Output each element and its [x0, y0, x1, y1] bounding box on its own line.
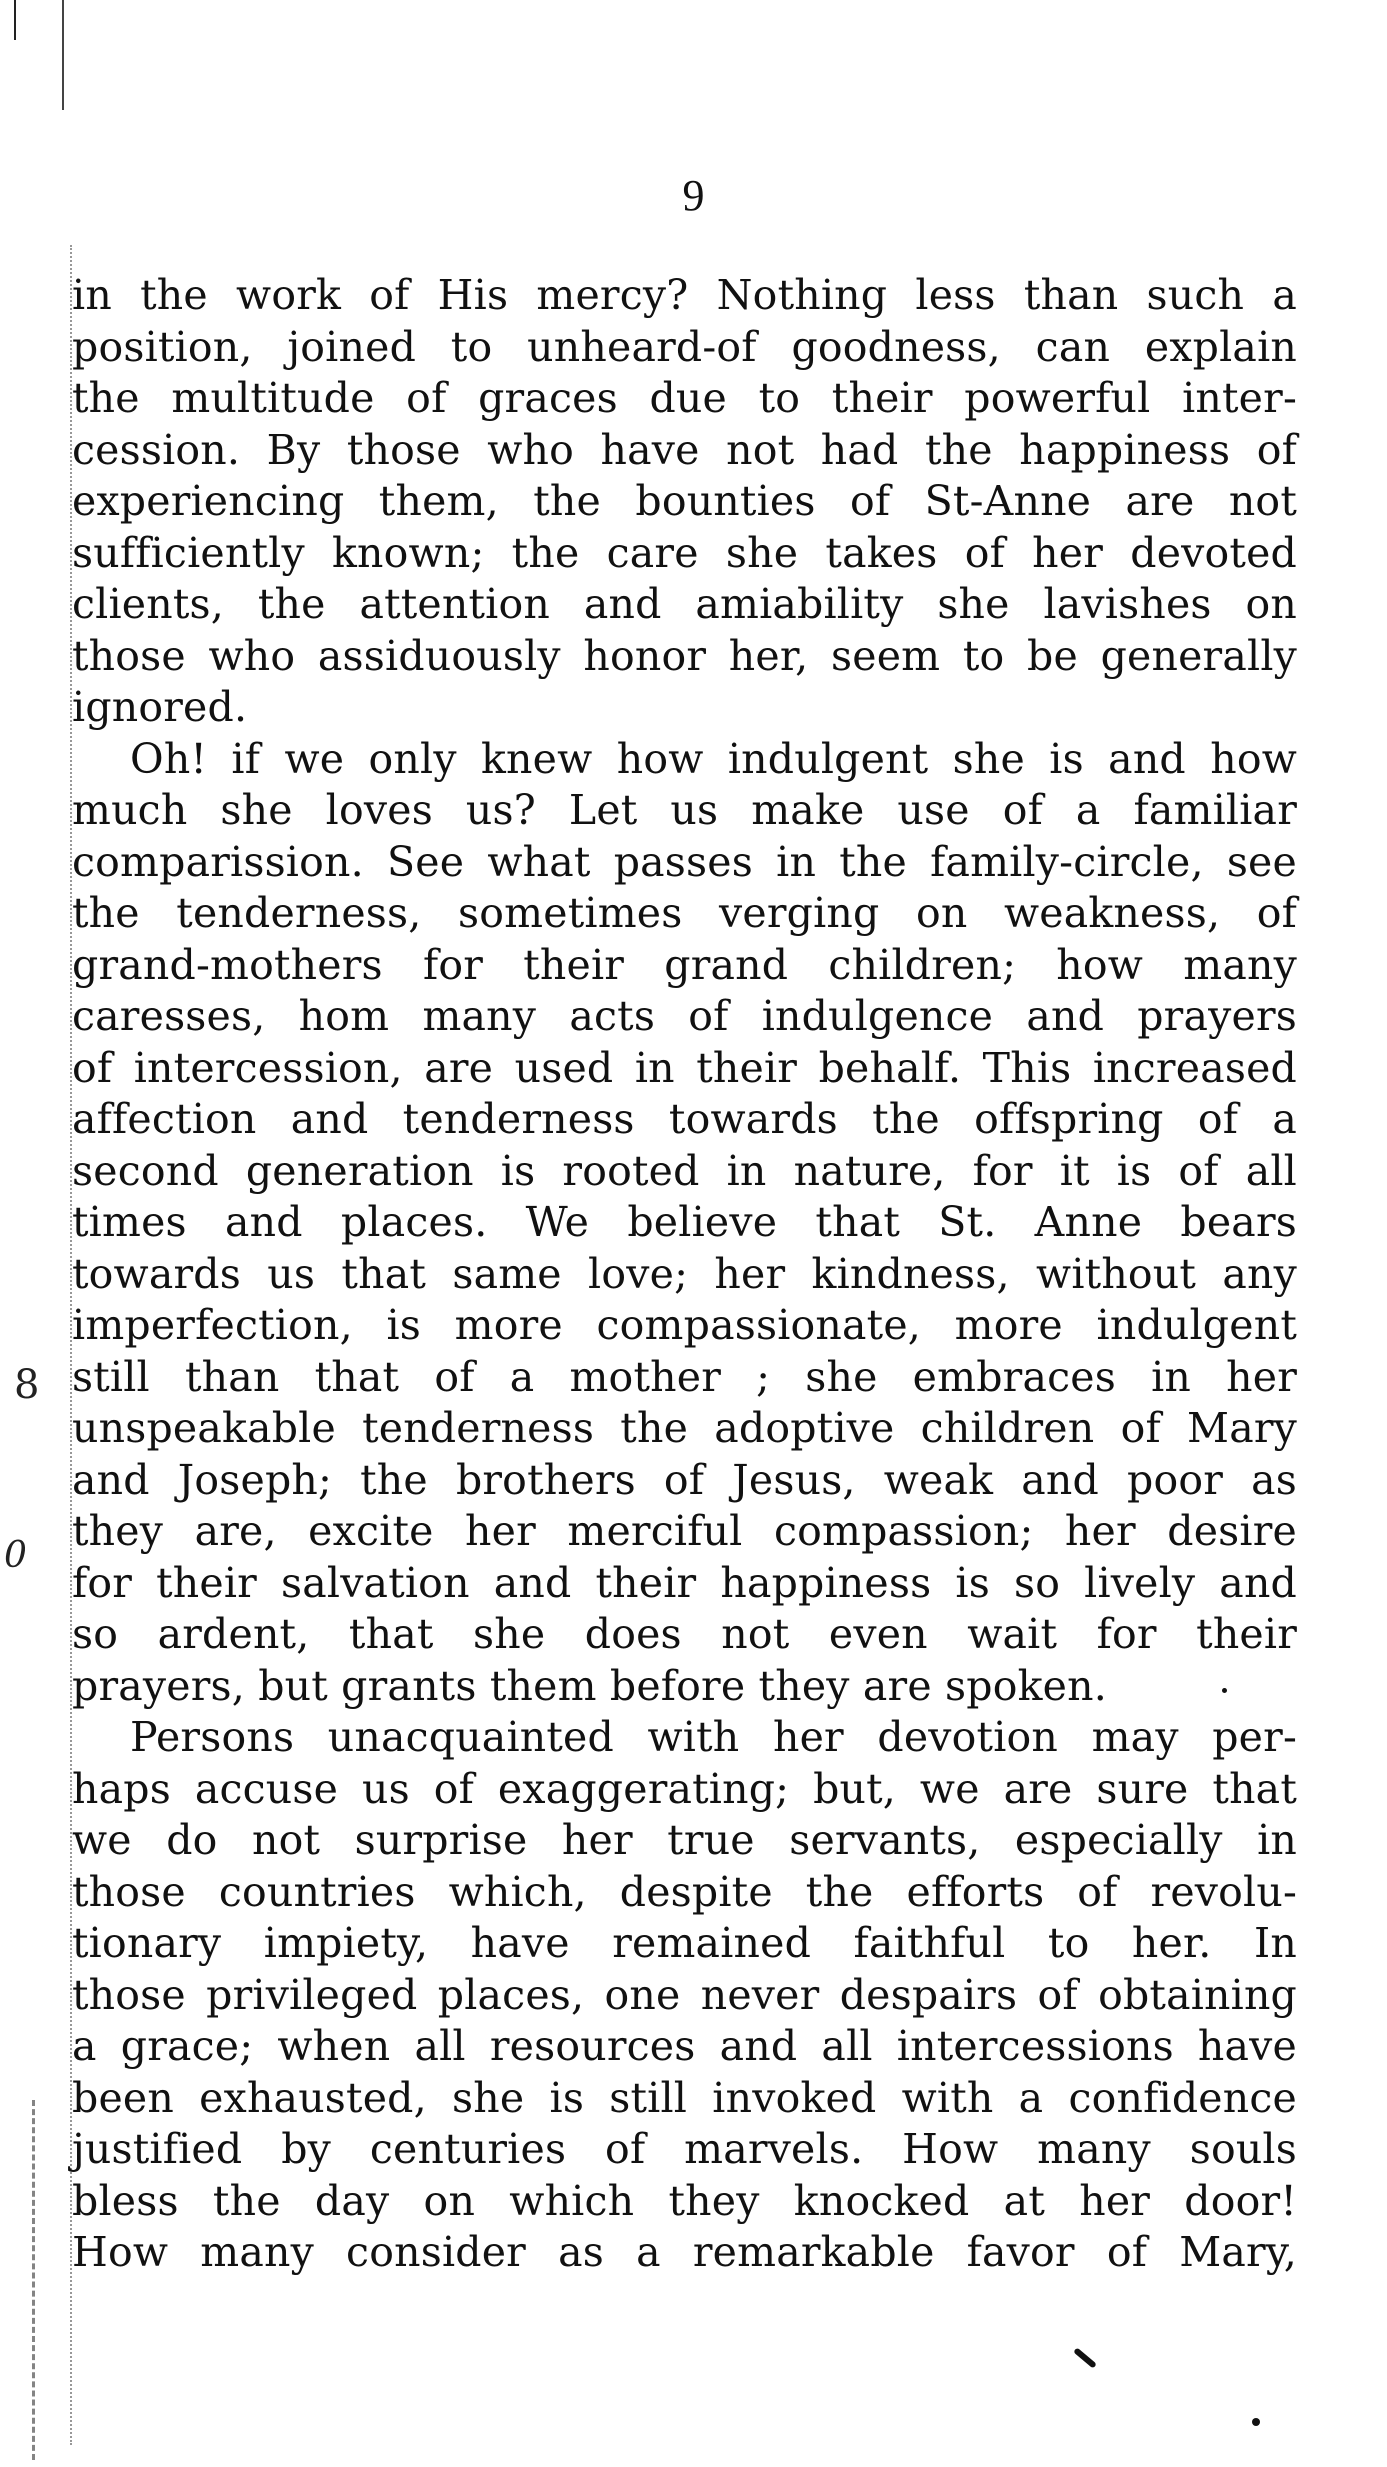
text-line: the multitude of graces due to their powerful inter-: [72, 374, 1297, 422]
text-line: grand-mothers for their grand children; how many: [72, 940, 1297, 989]
text-line: still than that of a mother ; she embraces in her: [72, 1352, 1297, 1401]
binding-mark: [62, 0, 64, 110]
text-line: a grace; when all resources and all intercessions have: [72, 2022, 1297, 2070]
margin-mark: 8: [14, 1362, 40, 1408]
text-line: been exhausted, she is still invoked with a confidence: [72, 2073, 1297, 2122]
text-line: for their salvation and their happiness is so lively and: [72, 1558, 1297, 1607]
text-line: in the work of His mercy? Nothing less than such a: [72, 271, 1297, 319]
text-line: much she loves us? Let us make use of a familiar: [72, 786, 1297, 834]
text-line: cession. By those who have not had the happiness of: [72, 425, 1297, 474]
text-line: Oh! if we only knew how indulgent she is and how: [130, 734, 1297, 783]
binding-mark: [14, 0, 16, 40]
text-line: towards us that same love; her kindness, without any: [72, 1249, 1297, 1298]
ink-speck: [1222, 1688, 1227, 1693]
text-line: times and places. We believe that St. Anne bears: [72, 1198, 1297, 1246]
body-text: [72, 270, 1297, 2279]
scan-edge-rule: [32, 2100, 35, 2460]
text-line: How many consider as a remarkable favor of Mary,: [72, 2228, 1297, 2276]
text-line: and Joseph; the brothers of Jesus, weak and poor as: [72, 1455, 1297, 1504]
text-line: bless the day on which they knocked at her door!: [72, 2176, 1297, 2225]
text-line: justified by centuries of marvels. How many souls: [72, 2125, 1297, 2173]
text-line: affection and tenderness towards the offspring of a: [72, 1095, 1297, 1143]
text-line: ignored.: [72, 683, 248, 731]
text-line: tionary impiety, have remained faithful to her. In: [72, 1919, 1297, 1967]
text-line: experiencing them, the bounties of St-Anne are not: [72, 477, 1297, 525]
text-line: those countries which, despite the efforts of revolu-: [72, 1867, 1297, 1916]
text-line: those privileged places, one never despairs of obtaining: [72, 1970, 1297, 2019]
text-line: of intercession, are used in their behalf. This increased: [72, 1043, 1297, 1092]
text-line: comparission. See what passes in the family-circle, see: [72, 837, 1297, 886]
text-line: they are, excite her merciful compassion; her desire: [72, 1507, 1297, 1555]
ink-speck: [1073, 2347, 1097, 2368]
text-line: haps accuse us of exaggerating; but, we are sure that: [72, 1764, 1297, 1813]
text-line: those who assiduously honor her, seem to be generally: [72, 631, 1297, 680]
text-line: so ardent, that she does not even wait for their: [72, 1610, 1297, 1658]
text-line: clients, the attention and amiability she lavishes on: [72, 580, 1297, 628]
text-line: sufficiently known; the care she takes of her devoted: [72, 528, 1297, 577]
text-line: imperfection, is more compassionate, more indulgent: [72, 1301, 1297, 1349]
ink-speck: [1252, 2418, 1260, 2426]
text-line: we do not surprise her true servants, especially in: [72, 1816, 1297, 1864]
text-line: caresses, hom many acts of indulgence and prayers: [72, 992, 1297, 1040]
text-line: the tenderness, sometimes verging on weakness, of: [72, 889, 1297, 937]
text-line: position, joined to unheard-of goodness, can explain: [72, 322, 1297, 371]
text-line: prayers, but grants them before they are spoken.: [72, 1661, 1107, 1710]
text-line: second generation is rooted in nature, for it is of all: [72, 1146, 1297, 1195]
text-line: Persons unacquainted with her devotion may per-: [130, 1713, 1297, 1761]
text-line: unspeakable tenderness the adoptive children of Mary: [72, 1404, 1297, 1452]
margin-mark: 0: [4, 1535, 27, 1576]
page-number: 9: [682, 171, 705, 220]
